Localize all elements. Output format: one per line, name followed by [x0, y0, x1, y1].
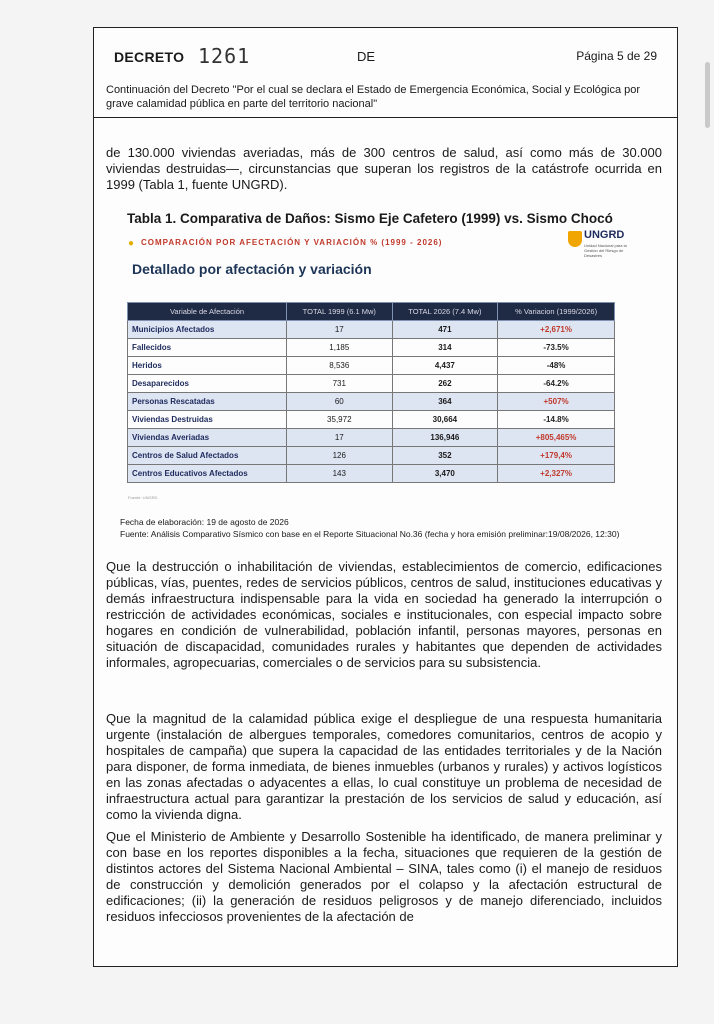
decree-number: 1261 — [198, 44, 251, 68]
ungrd-logo-tagline: Unidad Nacional para la Gestión del Riesgo de Desastres — [584, 243, 627, 258]
variation-percent: +179,4% — [498, 447, 615, 465]
variation-percent: +2,327% — [498, 465, 615, 483]
value-1999: 17 — [287, 429, 393, 447]
paragraph-destruction: Que la destrucción o inhabilitación de viviendas, establecimientos de comercio, edificaciones públicas, vías, puentes, redes de servicios públicos, centros de salud, instituciones educativas y demás infraestructura indispensable para la vida en sociedad ha generado la interrupción o restricción de actividades económicas, sociales e institucionales, con especial impacto sobre hogares en condición de vulnerabilidad, población infantil, personas mayores, personas en situación de discapacidad, comunidades rurales y habitantes que dependen de actividades informales, agropecuarias, comerciales o de servicios para su subsistencia. — [106, 559, 662, 670]
ungrd-logo — [568, 229, 628, 258]
paragraph-intro: de 130.000 viviendas averiadas, más de 300 centros de salud, así como más de 30.000 viviendas destruidas—, circunstancias que superan los registros de la catástrofe ocurrida en 1999 (Tabla 1, fuente UNGRD). — [106, 145, 662, 192]
decree-date-label: DE — [357, 49, 376, 64]
value-1999: 8,536 — [287, 357, 393, 375]
table-heading: Detallado por afectación y variación — [132, 261, 372, 277]
scrollbar-thumb[interactable] — [705, 62, 710, 128]
value-2026: 471 — [392, 321, 498, 339]
row-label: Viviendas Averiadas — [128, 429, 287, 447]
row-label: Viviendas Destruidas — [128, 411, 287, 429]
value-1999: 17 — [287, 321, 393, 339]
value-2026: 3,470 — [392, 465, 498, 483]
value-1999: 60 — [287, 393, 393, 411]
variation-percent: -48% — [498, 357, 615, 375]
column-header: TOTAL 1999 (6.1 Mw) — [287, 303, 393, 321]
paragraph-environment-ministry: Que el Ministerio de Ambiente y Desarrollo Sostenible ha identificado, de manera preliminar y con base en los reportes disponibles a la fecha, situaciones que requieren de la gestión de distintos actores del Sistema Nacional Ambiental – SINA, tales como (i) el manejo de residuos de construcción y demolición generados por el colapso y la afectación estructural de edificaciones; (ii) la generación de residuos peligrosos y de manejo diferenciado, incluidos residuos infecciosos provenientes de la afectación de — [106, 829, 662, 924]
variation-percent: +507% — [498, 393, 615, 411]
elaboration-date: Fecha de elaboración: 19 de agosto de 2026 — [120, 517, 289, 527]
row-label: Municipios Afectados — [128, 321, 287, 339]
table-source: Fuente: Análisis Comparativo Sísmico con base en el Reporte Situacional No.36 (fecha y hora emisión preliminar:19/08/2026, 12:30) — [120, 529, 620, 539]
table-row — [128, 339, 615, 357]
continuation-note: Continuación del Decreto "Por el cual se declara el Estado de Emergencia Económica, Social y Ecológica por grave calamidad pública en parte del territorio nacional" — [106, 84, 641, 110]
column-header: TOTAL 2026 (7.4 Mw) — [392, 303, 498, 321]
decree-header — [94, 28, 677, 118]
value-1999: 126 — [287, 447, 393, 465]
paragraph-humanitarian-response: Que la magnitud de la calamidad pública exige el despliegue de una respuesta humanitaria urgente (instalación de albergues temporales, comedores comunitarios, centros de acopio y hospitales de campaña) que supera la capacidad de las entidades territoriales y de la Nación para disponer, de forma inmediata, de bienes inmuebles (urbanos y rurales) y activos logísticos en las zonas afectadas o adyacentes a ellas, lo cual constituye un problema de necesidad de infraestructura actual para garantizar la prestación de los servicios de salud y educación, así como la vivienda digna. — [106, 711, 662, 822]
value-1999: 35,972 — [287, 411, 393, 429]
table-title: Tabla 1. Comparativa de Daños: Sismo Eje Cafetero (1999) vs. Sismo Chocó — [127, 211, 613, 226]
ungrd-shield-icon — [568, 231, 582, 247]
table-row — [128, 393, 615, 411]
page-number: Página 5 de 29 — [576, 49, 657, 63]
table-row — [128, 321, 615, 339]
variation-percent: +2,671% — [498, 321, 615, 339]
row-label: Desaparecidos — [128, 375, 287, 393]
variation-percent: +805,465% — [498, 429, 615, 447]
variation-percent: -64.2% — [498, 375, 615, 393]
variation-percent: -73.5% — [498, 339, 615, 357]
value-2026: 136,946 — [392, 429, 498, 447]
variation-percent: -14.8% — [498, 411, 615, 429]
table-row — [128, 447, 615, 465]
column-header: Variable de Afectación — [128, 303, 287, 321]
table-row — [128, 411, 615, 429]
row-label: Personas Rescatadas — [128, 393, 287, 411]
value-2026: 30,664 — [392, 411, 498, 429]
row-label: Heridos — [128, 357, 287, 375]
column-header: % Variacion (1999/2026) — [498, 303, 615, 321]
bullet-dot-icon: ● — [128, 238, 135, 249]
row-label: Fallecidos — [128, 339, 287, 357]
table-row — [128, 375, 615, 393]
table-row — [128, 465, 615, 483]
value-2026: 4,437 — [392, 357, 498, 375]
value-2026: 352 — [392, 447, 498, 465]
value-1999: 731 — [287, 375, 393, 393]
table-fine-print: Fuente: UNGRD — [128, 495, 158, 500]
value-2026: 364 — [392, 393, 498, 411]
value-2026: 314 — [392, 339, 498, 357]
row-label: Centros Educativos Afectados — [128, 465, 287, 483]
damage-comparison-table — [127, 302, 615, 483]
table-header-row — [128, 303, 615, 321]
value-1999: 1,185 — [287, 339, 393, 357]
value-1999: 143 — [287, 465, 393, 483]
table-row — [128, 357, 615, 375]
row-label: Centros de Salud Afectados — [128, 447, 287, 465]
ungrd-logo-text: UNGRD — [584, 229, 625, 241]
table-row — [128, 429, 615, 447]
table-subtitle: COMPARACIÓN POR AFECTACIÓN Y VARIACIÓN % (1999 - 2026) — [141, 238, 443, 247]
document-page — [93, 27, 678, 967]
decree-label: DECRETO — [114, 49, 185, 65]
value-2026: 262 — [392, 375, 498, 393]
